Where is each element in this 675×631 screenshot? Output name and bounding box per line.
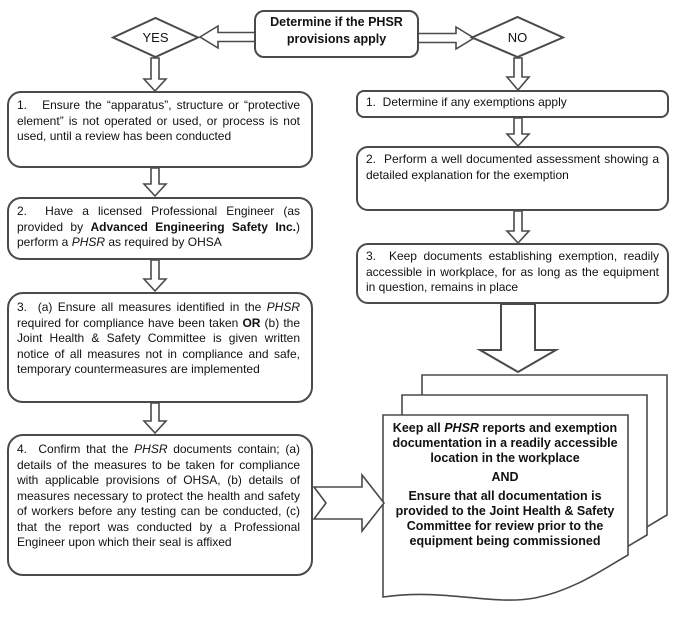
right-step2-text bbox=[366, 152, 659, 183]
right-arrow-2-3-icon bbox=[507, 211, 529, 243]
left-step2-text bbox=[17, 204, 300, 251]
no-down-arrow-icon bbox=[507, 58, 529, 90]
arrow-to-yes-icon bbox=[200, 26, 255, 48]
no-label: NO bbox=[507, 30, 528, 45]
arrow-to-documents-icon bbox=[314, 475, 384, 531]
decision-box-title: Determine if the PHSR provisions apply bbox=[270, 15, 403, 46]
left-step1-text bbox=[17, 98, 300, 145]
left-arrow-2-3-icon bbox=[144, 260, 166, 291]
right-arrow-1-2-icon bbox=[507, 118, 529, 146]
left-step2-segment: 2. Have a licensed Professional Engineer (as provided by bbox=[17, 204, 300, 234]
big-down-arrow-icon bbox=[480, 304, 556, 372]
left-step4-phsr-italic: PHSR bbox=[134, 442, 168, 456]
left-step3-segment: (b) the Joint Health & Safety Committee is given written notice of all measures not in compliance and safe, temporary countermeasures are implemented bbox=[17, 315, 300, 376]
left-step2-bold-company: Advanced Engineering Safety Inc. bbox=[90, 219, 296, 234]
document-segment: reports and exemption documentation in a readily accessible location in the workplace bbox=[392, 421, 618, 465]
yes-label: YES bbox=[142, 30, 169, 45]
left-arrow-1-2-icon bbox=[144, 168, 166, 196]
right-step2-segment: 2. Perform a well documented assessment showing a detailed explanation for the exemption bbox=[366, 152, 659, 182]
left-step1-segment: 1. Ensure the “apparatus”, structure or “protective element” is not operated or used, or process is not used, until a review has been conducted bbox=[17, 98, 300, 143]
right-step3-text bbox=[366, 249, 659, 296]
yes-down-arrow-icon bbox=[144, 58, 166, 91]
arrow-to-no-icon bbox=[418, 27, 474, 49]
left-step3-segment: required for compliance have been taken bbox=[17, 315, 243, 330]
left-step3-text bbox=[17, 300, 300, 378]
left-step2-segment: ) perform a bbox=[17, 219, 300, 249]
document-segment: Ensure that all documentation is provided to the Joint Health & Safety Committee for review prior to the equipment being commissioned bbox=[395, 489, 615, 548]
left-step4-segment: documents contain; (a) details of the measures to be taken for compliance with applicable provisions of OHSA, (b) details of measures necessary to protect the health and safety of workers before any testing can be conducted, (c) that the report was conducted by a Professional Engineer upon which their seal is affixed bbox=[17, 442, 300, 549]
left-step3-or-bold: OR bbox=[242, 315, 261, 330]
right-step1-text bbox=[366, 95, 659, 111]
left-step2-phsr-italic: PHSR bbox=[71, 235, 106, 249]
document-paragraph-1 bbox=[392, 421, 618, 466]
document-paragraph-2 bbox=[392, 489, 618, 549]
left-step3-segment: 3. (a) Ensure all measures identified in the bbox=[17, 300, 267, 314]
left-step4-segment: 4. Confirm that the bbox=[17, 442, 135, 456]
left-step3-phsr-italic: PHSR bbox=[266, 300, 300, 314]
document-segment: Keep all bbox=[392, 421, 445, 435]
left-step4-text bbox=[17, 442, 300, 551]
right-step3-segment: 3. Keep documents establishing exemption, readily accessible in workplace, for as long as the equipment in question, remains in place bbox=[366, 249, 659, 294]
document-text bbox=[392, 421, 618, 549]
left-arrow-3-4-icon bbox=[144, 403, 166, 433]
document-phsr-italic: PHSR bbox=[444, 421, 479, 435]
right-step1-segment: 1. Determine if any exemptions apply bbox=[366, 95, 567, 109]
left-step2-segment: as required by OHSA bbox=[105, 235, 222, 249]
document-and-connector: AND bbox=[491, 470, 519, 484]
